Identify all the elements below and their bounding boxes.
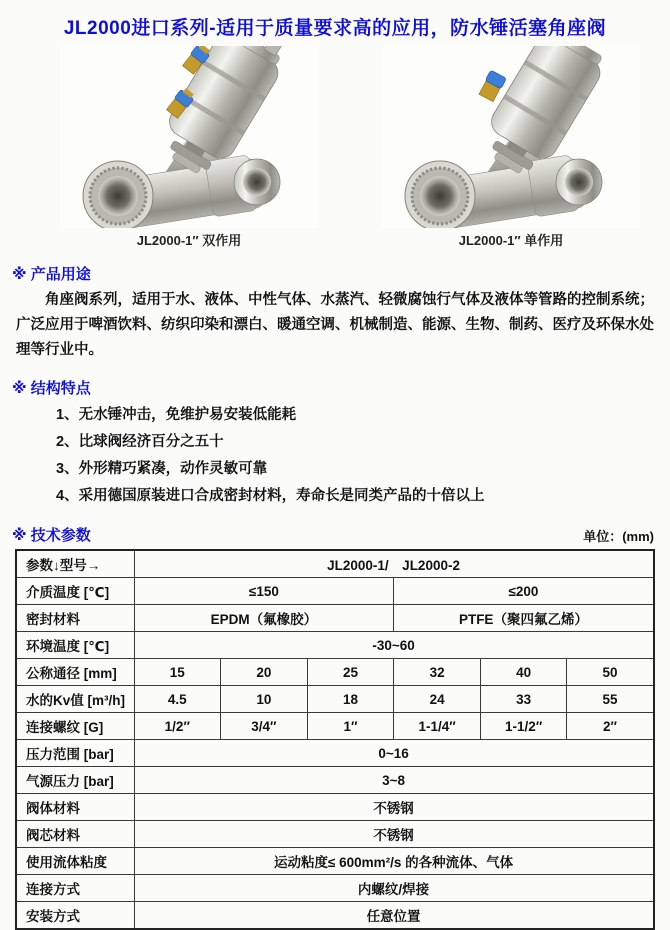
spec-table — [15, 549, 655, 930]
product-photo-single-acting — [382, 46, 640, 228]
feature-item: 2、比球阀经济百分之五十 — [56, 434, 224, 450]
feature-item: 3、外形精巧紧凑，动作灵敏可靠 — [56, 461, 268, 477]
feature-item: 4、采用德国原装进口合成密封材料，寿命长是同类产品的十倍以上 — [56, 488, 485, 504]
feature-item: 1、无水锤冲击，免维护易安装低能耗 — [56, 407, 297, 423]
spec-header-label: 参数↓型号→ — [16, 550, 134, 578]
table-row: 安装方式 任意位置 — [16, 902, 654, 930]
table-row: 环境温度 [℃] -30~60 — [16, 632, 654, 659]
section-heading-specs: ※ 技术参数 — [12, 527, 91, 544]
product-photos — [0, 40, 670, 228]
angle-seat-valve-double-acting-icon — [60, 46, 318, 228]
spec-header-models: JL2000-1/ JL2000-2 — [134, 550, 654, 578]
table-row: 压力范围 [bar] 0~16 — [16, 740, 654, 767]
table-row — [16, 550, 654, 578]
table-row: 连接螺纹 [G] 1/2″ 3/4″ 1″ 1-1/4″ 1-1/2″ 2″ — [16, 713, 654, 740]
section-heading-usage: ※ 产品用途 — [12, 266, 91, 283]
usage-paragraph: 角座阀系列，适用于水、液体、中性气体、水蒸汽、轻微腐蚀行气体及液体等管路的控制系统；广泛应用于啤酒饮料、纺织印染和漂白、暖通空调、机械制造、能源、生物、制药、医疗及环保水处理等行业中。 — [16, 292, 654, 358]
table-row: 阀体材料 不锈钢 — [16, 794, 654, 821]
table-row: 使用流体粘度 运动粘度≤ 600mm²/s 的各种流体、气体 — [16, 848, 654, 875]
section-heading-features: ※ 结构特点 — [12, 380, 91, 397]
table-row: 密封材料 EPDM（氟橡胶） PTFE（聚四氟乙烯） — [16, 605, 654, 632]
caption-single-acting: JL2000-1″ 单作用 — [458, 233, 564, 248]
feature-list — [56, 402, 654, 510]
table-row: 公称通径 [mm] 15 20 25 32 40 50 — [16, 659, 654, 686]
product-photo-double-acting — [60, 46, 318, 228]
table-row: 连接方式 内螺纹/焊接 — [16, 875, 654, 902]
pneumatic-fitting-icon — [478, 70, 507, 102]
angle-seat-valve-single-acting-icon — [382, 46, 640, 228]
table-row: 水的Kv值 [m³/h] 4.5 10 18 24 33 55 — [16, 686, 654, 713]
caption-double-acting: JL2000-1″ 双作用 — [136, 233, 242, 248]
table-row: 阀芯材料 不锈钢 — [16, 821, 654, 848]
table-row: 气源压力 [bar] 3~8 — [16, 767, 654, 794]
unit-label: 单位：(mm) — [583, 529, 654, 544]
page-title: JL2000进口系列-适用于质量要求高的应用，防水锤活塞角座阀 — [63, 18, 607, 39]
table-row: 介质温度 [℃] ≤150 ≤200 — [16, 578, 654, 605]
